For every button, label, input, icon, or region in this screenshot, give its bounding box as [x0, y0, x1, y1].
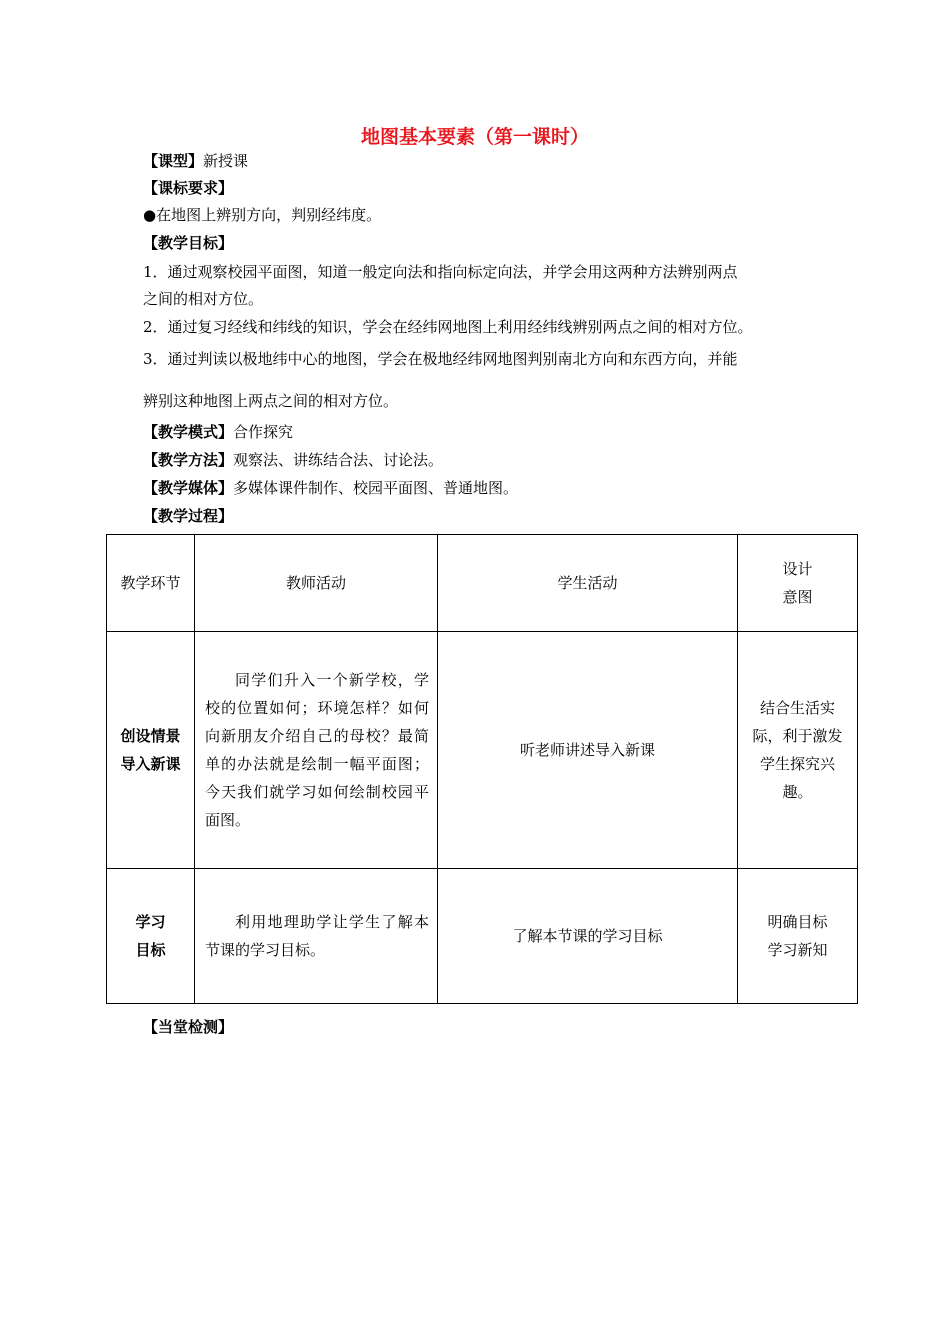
mode-line: [143, 421, 293, 443]
table-row: [107, 632, 858, 869]
row-teacher: [195, 869, 438, 1004]
process-label: 【教学过程】: [143, 507, 234, 525]
test-label: 【当堂检测】: [143, 1018, 234, 1036]
mode-value: 合作探究: [233, 423, 294, 441]
course-type-label: 【课型】: [143, 152, 204, 170]
mode-label: 【教学模式】: [143, 423, 234, 441]
standard-heading: [143, 177, 233, 199]
header-student: 学生活动: [438, 535, 738, 632]
header-stage: 教学环节: [107, 535, 195, 632]
objective-line: 之间的相对方位。: [143, 290, 264, 308]
table-header-row: [107, 535, 858, 632]
row-student: 听老师讲述导入新课: [438, 632, 738, 869]
media-label: 【教学媒体】: [143, 479, 234, 497]
row-teacher: [195, 632, 438, 869]
method-label: 【教学方法】: [143, 451, 234, 469]
media-line: [143, 477, 518, 499]
row-intent: 明确目标 学习新知: [738, 869, 858, 1004]
row-stage: 创设情景 导入新课: [107, 632, 195, 869]
objective-line: 3．通过判读以极地纬中心的地图，学会在极地经纬网地图判别南北方向和东西方向，并能: [143, 350, 738, 368]
course-type-line: [143, 150, 248, 172]
method-line: [143, 449, 443, 471]
objectives-label: 【教学目标】: [143, 234, 234, 252]
row-intent: 结合生活实际，利于激发学生探究兴趣。: [738, 632, 858, 869]
objective-line: 1．通过观察校园平面图，知道一般定向法和指向标定向法，并学会用这两种方法辨别两点: [143, 263, 738, 281]
method-value: 观察法、讲练结合法、讨论法。: [233, 451, 444, 469]
standard-item: ●在地图上辨别方向，判别经纬度。: [143, 206, 382, 224]
row-teacher-text: 利用地理助学让学生了解本节课的学习目标。: [205, 913, 429, 959]
row-student: 了解本节课的学习目标: [438, 869, 738, 1004]
row-stage: 学习 目标: [107, 869, 195, 1004]
header-teacher: 教师活动: [195, 535, 438, 632]
table-row: [107, 869, 858, 1004]
test-heading: [143, 1016, 233, 1038]
course-type-value: 新授课: [203, 152, 249, 170]
header-intent: 设计 意图: [738, 535, 858, 632]
standard-label: 【课标要求】: [143, 179, 234, 197]
objective-line: 辨别这种地图上两点之间的相对方位。: [143, 392, 399, 410]
process-heading: [143, 505, 233, 527]
objectives-heading: [143, 232, 233, 254]
objective-line: 2．通过复习经线和纬线的知识，学会在经纬网地图上利用经纬线辨别两点之间的相对方位。: [143, 318, 753, 336]
process-table: [106, 534, 858, 1004]
page-title: 地图基本要素（第一课时）: [360, 126, 589, 148]
row-teacher-text: 同学们升入一个新学校，学校的位置如何；环境怎样？如何向新朋友介绍自己的母校？最简单的办法就是绘制一幅平面图；今天我们就学习如何绘制校园平面图。: [205, 671, 429, 829]
media-value: 多媒体课件制作、校园平面图、普通地图。: [233, 479, 519, 497]
